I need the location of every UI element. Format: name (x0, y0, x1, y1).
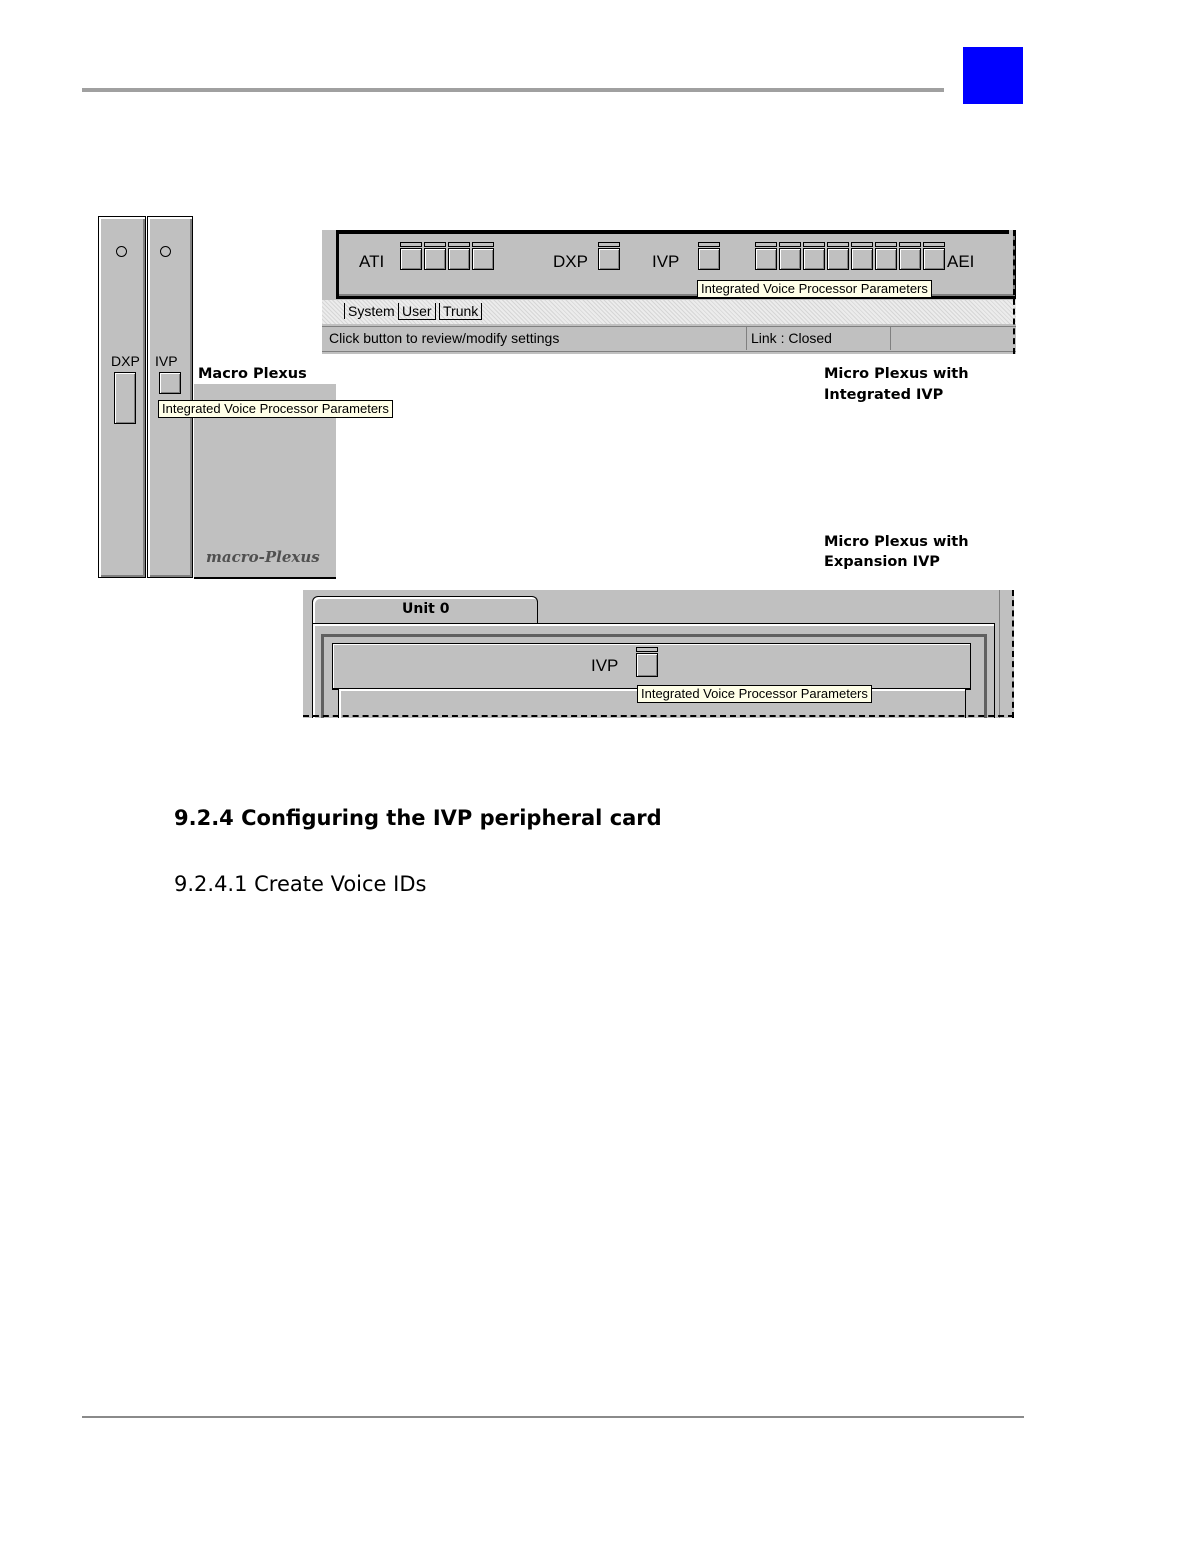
ati-button[interactable] (472, 248, 494, 270)
aei-button[interactable] (755, 248, 777, 270)
micro-integrated-caption-line1: Micro Plexus with (824, 366, 969, 382)
micro-expansion-caption-line2: Expansion IVP (824, 554, 940, 570)
aei-indicator (827, 242, 849, 247)
panel2-right-frame (999, 590, 1014, 718)
aei-indicator (755, 242, 777, 247)
header-rule (82, 88, 944, 92)
unit-tab-label: Unit 0 (402, 601, 450, 617)
aei-indicator (899, 242, 921, 247)
tab-unit-0[interactable] (312, 596, 538, 625)
micro-integrated-panel (322, 230, 1016, 354)
ivp-slot (147, 216, 193, 578)
expansion-ivp-label: IVP (591, 656, 619, 675)
section-subheading: 9.2.4.1 Create Voice IDs (174, 872, 427, 896)
status-divider (890, 326, 891, 350)
aei-button[interactable] (779, 248, 801, 270)
ivp-button[interactable] (159, 372, 181, 394)
aei-indicator (923, 242, 945, 247)
micro-ivp-indicator (698, 242, 720, 247)
tab-user[interactable]: User (398, 303, 436, 320)
ivp-slot-label: IVP (155, 353, 178, 369)
expansion-ivp-button[interactable] (636, 653, 658, 677)
ivp-led (160, 246, 171, 257)
aei-button[interactable] (923, 248, 945, 270)
status-text: Click button to review/modify settings (329, 330, 560, 346)
macro-plexus-title: Macro Plexus (198, 366, 307, 382)
dxp-button[interactable] (114, 372, 136, 424)
ati-indicator (400, 242, 422, 247)
micro-dxp-button[interactable] (598, 248, 620, 270)
dxp-led (116, 246, 127, 257)
micro-integrated-caption-line2: Integrated IVP (824, 387, 944, 403)
aei-indicator (875, 242, 897, 247)
micro-integrated-tooltip: Integrated Voice Processor Parameters (697, 280, 932, 298)
macro-ivp-tooltip: Integrated Voice Processor Parameters (158, 400, 393, 418)
ati-button[interactable] (448, 248, 470, 270)
dxp-slot-label: DXP (111, 353, 140, 369)
aei-button[interactable] (803, 248, 825, 270)
aei-button[interactable] (851, 248, 873, 270)
tab-system[interactable]: System (344, 303, 399, 319)
macro-logo: macro-Plexus (206, 548, 320, 566)
aei-indicator (851, 242, 873, 247)
micro-expansion-tooltip: Integrated Voice Processor Parameters (637, 685, 872, 703)
expansion-ivp-indicator (636, 647, 658, 652)
aei-button[interactable] (827, 248, 849, 270)
ati-indicator (448, 242, 470, 247)
aei-label: AEI (947, 252, 975, 271)
micro-dxp-label: DXP (553, 252, 588, 271)
chapter-marker (963, 47, 1023, 104)
micro-ivp-button[interactable] (698, 248, 720, 270)
micro-expansion-panel (303, 590, 1014, 718)
link-status: Link : Closed (751, 330, 832, 346)
section-heading: 9.2.4 Configuring the IVP peripheral card (174, 806, 662, 830)
aei-indicator (803, 242, 825, 247)
panel-edge (1013, 230, 1015, 354)
aei-button[interactable] (899, 248, 921, 270)
panel2-bottom-edge (303, 715, 1014, 717)
micro-ivp-label: IVP (652, 252, 680, 271)
ati-indicator (472, 242, 494, 247)
ati-indicator (424, 242, 446, 247)
ati-label: ATI (359, 252, 385, 271)
dxp-slot (98, 216, 146, 578)
micro-dxp-indicator (598, 242, 620, 247)
aei-indicator (779, 242, 801, 247)
status-divider (746, 326, 747, 350)
ati-button[interactable] (400, 248, 422, 270)
micro-expansion-caption-line1: Micro Plexus with (824, 534, 969, 550)
aei-button[interactable] (875, 248, 897, 270)
ivp-strip (332, 643, 971, 690)
integrated-frame-topline (339, 230, 1009, 234)
footer-rule (82, 1416, 1024, 1418)
tab-trunk[interactable]: Trunk (439, 303, 482, 320)
ati-button[interactable] (424, 248, 446, 270)
